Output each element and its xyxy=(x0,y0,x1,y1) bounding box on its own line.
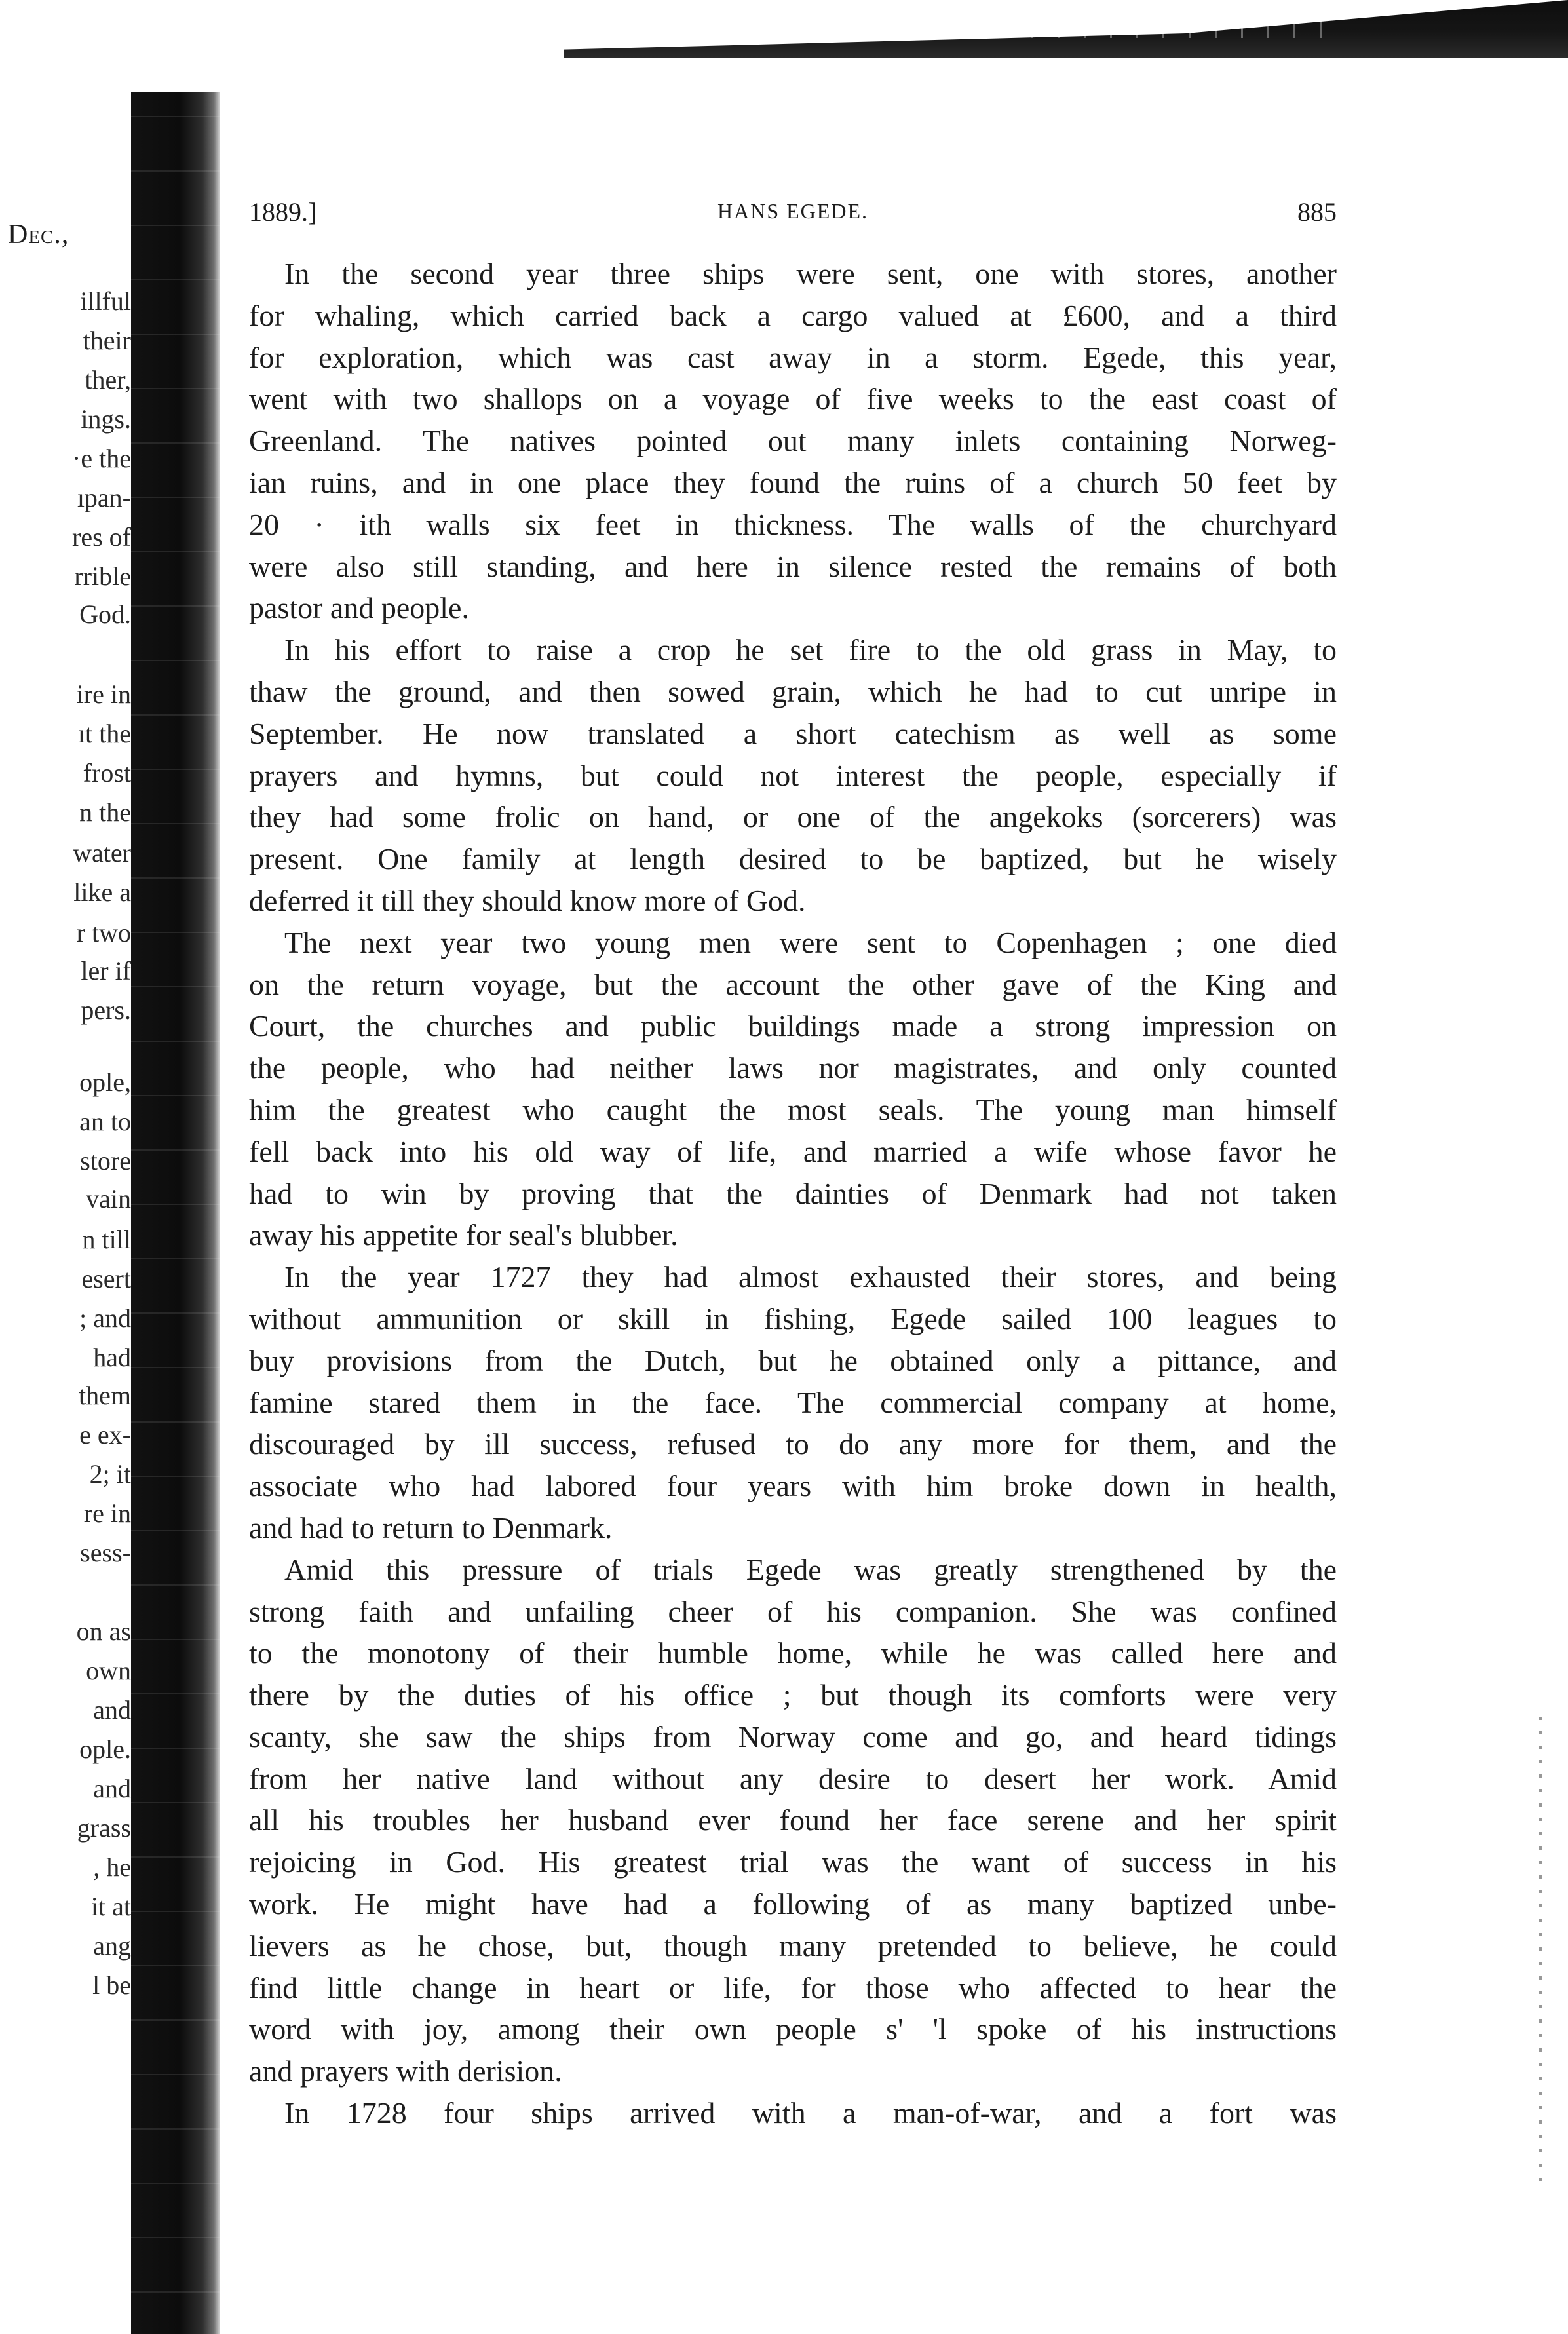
facing-page-fragment: ople. xyxy=(79,1734,131,1764)
body-line: September. He now translated a short catechism as well as some xyxy=(249,716,1337,750)
body-line: without ammunition or skill in fishing, Egede sailed 100 leagues to xyxy=(249,1301,1337,1335)
facing-page-fragment: esert xyxy=(81,1264,131,1293)
body-line: on the return voyage, but the account the other gave of the King and xyxy=(249,967,1337,1001)
facing-page-fragment: ler if xyxy=(81,956,131,985)
facing-page-fragment: ople, xyxy=(79,1067,131,1097)
facing-page-fragment: frost xyxy=(83,758,131,788)
facing-page-fragment: and xyxy=(93,1695,131,1725)
facing-page-fragment: and xyxy=(93,1774,131,1803)
facing-page-fragment: ıt the xyxy=(77,719,131,748)
facing-page-fragment: them xyxy=(79,1381,131,1410)
facing-page-fragment: ; and xyxy=(79,1303,131,1333)
facing-page-fragment: l be xyxy=(92,1970,131,2000)
body-line: Greenland. The natives pointed out many inlets containing Norweg- xyxy=(249,424,1337,458)
body-line: prayers and hymns, but could not interest the people, especially if xyxy=(249,758,1337,792)
facing-page-header: Dec., xyxy=(8,220,69,250)
body-line: Amid this pressure of trials Egede was greatly strengthened by the xyxy=(284,1552,1337,1586)
body-line: thaw the ground, and then sowed grain, which he had to cut unripe in xyxy=(249,674,1337,708)
facing-page-fragment: ıpan- xyxy=(77,483,131,512)
body-line: famine stared them in the face. The commercial company at home, xyxy=(249,1385,1337,1419)
running-head-year: 1889.] xyxy=(249,197,317,227)
body-line: for whaling, which carried back a cargo valued at £600, and a third xyxy=(249,298,1337,332)
facing-page-fragment: sess- xyxy=(80,1538,131,1567)
facing-page-fragment: an to xyxy=(79,1107,131,1136)
facing-page-fragment: n the xyxy=(79,797,131,827)
body-line: associate who had labored four years with him broke down in health, xyxy=(249,1469,1337,1503)
body-line: In 1728 four ships arrived with a man-of-war, and a fort was xyxy=(284,2096,1337,2130)
body-line: him the greatest who caught the most seals. The young man himself xyxy=(249,1092,1337,1126)
facing-page-fragment: God. xyxy=(79,600,131,629)
running-head xyxy=(249,197,1337,233)
facing-page-fragment: own xyxy=(86,1656,131,1685)
facing-page-fragment: n till xyxy=(82,1225,131,1254)
facing-page-fragment: 2; it xyxy=(89,1459,131,1489)
body-line: buy provisions from the Dutch, but he obtained only a pittance, and xyxy=(249,1343,1337,1377)
body-line: they had some frolic on hand, or one of the angekoks (sorcerers) was xyxy=(249,800,1337,834)
facing-page-fragment: it at xyxy=(90,1892,131,1921)
body-line: lievers as he chose, but, though many pretended to believe, he could xyxy=(249,1928,1337,1962)
body-line: all his troubles her husband ever found her face serene and her spirit xyxy=(249,1803,1337,1837)
body-line: there by the duties of his office ; but though its comforts were very xyxy=(249,1678,1337,1712)
facing-page-fragment: ings. xyxy=(81,404,131,434)
body-line: In the year 1727 they had almost exhausted their stores, and being xyxy=(284,1260,1337,1294)
facing-page-fragments xyxy=(0,0,131,2334)
body-line: word with joy, among their own people s' 'l spoke of his instructions xyxy=(249,2012,1337,2046)
body-line: the people, who had neither laws nor magistrates, and only counted xyxy=(249,1051,1337,1085)
body-line: deferred it till they should know more of God. xyxy=(249,883,806,917)
facing-page-fragment: e ex- xyxy=(79,1420,131,1449)
scan-right-edge-specks xyxy=(1539,1717,1542,2189)
facing-page-fragment: ther, xyxy=(85,365,131,394)
facing-page-fragment: store xyxy=(80,1146,131,1176)
body-line: ian ruins, and in one place they found the ruins of a church 50 feet by xyxy=(249,465,1337,499)
scan-top-edge-speckle xyxy=(865,18,1324,38)
facing-page-fragment: res of xyxy=(72,522,131,552)
facing-page-fragment: ire in xyxy=(76,679,131,709)
facing-page-fragment: rrible xyxy=(74,562,131,591)
body-line: went with two shallops on a voyage of five weeks to the east coast of xyxy=(249,382,1337,416)
body-line: In his effort to raise a crop he set fire to the old grass in May, to xyxy=(284,633,1337,667)
body-line: discouraged by ill success, refused to do any more for them, and the xyxy=(249,1427,1337,1461)
body-line: work. He might have had a following of as many baptized unbe- xyxy=(249,1887,1337,1921)
body-line: Court, the churches and public buildings made a strong impression on xyxy=(249,1009,1337,1043)
body-line: had to win by proving that the dainties of Denmark had not taken xyxy=(249,1176,1337,1210)
facing-page-fragment: on as xyxy=(76,1617,131,1646)
body-line: In the second year three ships were sent, one with stores, another xyxy=(284,257,1337,290)
book-page xyxy=(249,197,1337,2134)
facing-page-fragment: their xyxy=(83,326,131,355)
facing-page-fragment: like a xyxy=(73,877,131,907)
body-line: and prayers with derision. xyxy=(249,2054,562,2088)
facing-page-fragment: illful xyxy=(80,286,131,316)
body-line: from her native land without any desire to desert her work. Amid xyxy=(249,1761,1337,1795)
body-line: pastor and people. xyxy=(249,591,469,625)
page-number: 885 xyxy=(1297,197,1337,227)
body-line: and had to return to Denmark. xyxy=(249,1510,613,1544)
body-line: strong faith and unfailing cheer of his companion. She was confined xyxy=(249,1594,1337,1628)
body-line: 20 · ith walls six feet in thickness. The walls of the churchyard xyxy=(249,507,1337,541)
body-line: present. One family at length desired to be baptized, but he wisely xyxy=(249,842,1337,876)
facing-page-fragment: ang xyxy=(93,1931,131,1961)
facing-page-fragment: re in xyxy=(83,1499,131,1528)
running-head-title: HANS EGEDE. xyxy=(717,199,868,223)
body-line: were also still standing, and here in silence rested the remains of both xyxy=(249,549,1337,583)
body-line: fell back into his old way of life, and married a wife whose favor he xyxy=(249,1134,1337,1168)
body-text xyxy=(249,253,1337,2134)
body-line: The next year two young men were sent to Copenhagen ; one died xyxy=(284,925,1337,959)
facing-page-fragment: r two xyxy=(76,918,131,947)
facing-page-fragment: ·e the xyxy=(72,444,131,473)
body-line: rejoicing in God. His greatest trial was the want of success in his xyxy=(249,1845,1337,1879)
facing-page-fragment: water xyxy=(73,838,131,868)
body-line: find little change in heart or life, for those who affected to hear the xyxy=(249,1970,1337,2004)
facing-page-fragment: , he xyxy=(93,1852,131,1882)
body-line: for exploration, which was cast away in a storm. Egede, this year, xyxy=(249,340,1337,374)
body-line: scanty, she saw the ships from Norway come and go, and heard tidings xyxy=(249,1719,1337,1753)
facing-page-fragment: grass xyxy=(77,1813,131,1843)
facing-page-fragment: vain xyxy=(86,1184,131,1214)
facing-page-fragment: had xyxy=(93,1343,131,1372)
body-line: to the monotony of their humble home, while he was called here and xyxy=(249,1636,1337,1670)
facing-page-fragment: pers. xyxy=(81,995,131,1025)
book-gutter-noise xyxy=(131,92,220,2334)
body-line: away his appetite for seal's blubber. xyxy=(249,1218,678,1252)
